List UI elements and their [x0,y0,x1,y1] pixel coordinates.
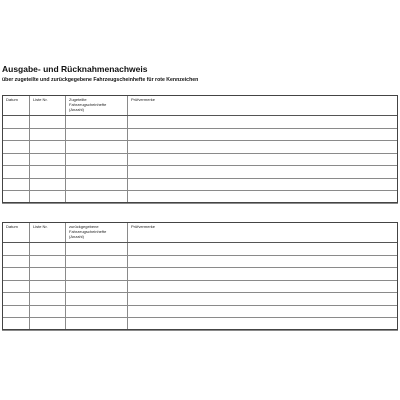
header-zugeteilte [66,96,128,116]
table-cell [3,153,30,166]
table-cell [66,243,128,256]
table-cell [3,178,30,191]
table-row [3,280,398,293]
header-line: Fahrzeugscheinhefte [69,102,107,107]
table-cell [3,191,30,204]
table-cell [30,243,66,256]
header-line: (Anzahl) [69,107,84,112]
table-row [3,153,398,166]
table-cell [3,141,30,154]
issued-table [2,95,398,204]
table-row [3,141,398,154]
table-row [3,293,398,306]
document-subtitle: über zugeteilte und zurückgegebene Fahrzeugscheinhefte für rote Kennzeichen [2,77,199,83]
table-cell [128,116,398,129]
table-row [3,128,398,141]
table-row [3,318,398,331]
table-cell [3,166,30,179]
table-cell [3,268,30,281]
table-cell [128,166,398,179]
document-title: Ausgabe- und Rücknahmenachweis [2,64,148,74]
header-line: zurückgegebene [69,224,99,229]
table-row [3,305,398,318]
table-cell [128,128,398,141]
table-cell [30,178,66,191]
table-cell [66,255,128,268]
table-row [3,178,398,191]
table-cell [128,191,398,204]
table-row [3,191,398,204]
table-cell [3,128,30,141]
table-cell [30,318,66,331]
header-zurueckgegebene [66,223,128,243]
table-cell [128,268,398,281]
table-cell [128,153,398,166]
table-cell [66,153,128,166]
header-line: Fahrzeugscheinhefte [69,229,107,234]
table-cell [30,268,66,281]
table-cell [66,116,128,129]
table-cell [128,243,398,256]
header-datum: Datum [3,223,30,243]
table-cell [128,280,398,293]
table-cell [3,305,30,318]
table-cell [128,293,398,306]
returned-table [2,222,398,331]
issued-table-body [3,116,398,204]
header-pruefvermerke: Prüfvermerke [128,223,398,243]
header-line: Zugeteilte [69,97,87,102]
header-liste-nr: Liste Nr. [30,223,66,243]
table-header-row [3,223,398,243]
table-cell [30,305,66,318]
table-row [3,243,398,256]
table-cell [3,255,30,268]
table-row [3,166,398,179]
header-pruefvermerke: Prüfvermerke [128,96,398,116]
table-cell [30,293,66,306]
table-cell [66,191,128,204]
table-cell [128,318,398,331]
table-cell [66,305,128,318]
table-cell [30,116,66,129]
table-row [3,116,398,129]
table-cell [3,280,30,293]
table-cell [128,255,398,268]
returned-table-body [3,243,398,331]
table-row [3,268,398,281]
table-cell [66,268,128,281]
table-cell [66,141,128,154]
table-cell [66,128,128,141]
header-line: (Anzahl) [69,234,84,239]
table-cell [128,305,398,318]
table-cell [30,128,66,141]
table-cell [3,293,30,306]
table-cell [66,178,128,191]
table-cell [3,116,30,129]
table-cell [3,318,30,331]
table-cell [66,280,128,293]
table-cell [66,318,128,331]
table-cell [30,153,66,166]
table-cell [30,166,66,179]
table-cell [30,191,66,204]
header-liste-nr: Liste Nr. [30,96,66,116]
table-cell [30,255,66,268]
table-cell [128,178,398,191]
table-header-row [3,96,398,116]
table-cell [66,166,128,179]
table-cell [66,293,128,306]
table-cell [128,141,398,154]
table-cell [30,280,66,293]
table-row [3,255,398,268]
header-datum: Datum [3,96,30,116]
table-cell [30,141,66,154]
table-cell [3,243,30,256]
